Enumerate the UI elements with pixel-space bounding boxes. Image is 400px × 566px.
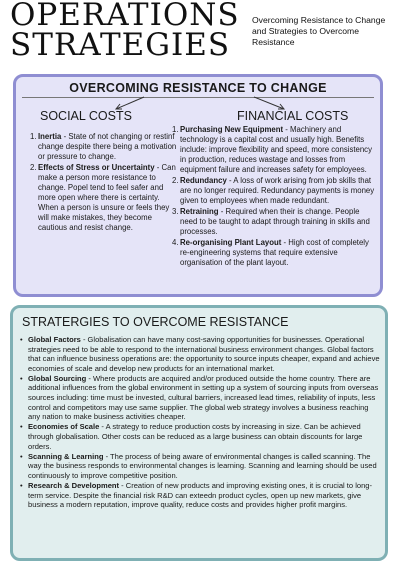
item-number: 2.: [172, 176, 179, 185]
list-item: [20, 374, 380, 422]
strategies-title: STRATERGIES TO OVERCOME RESISTANCE: [22, 315, 289, 329]
item-text: - State of not changing or restinf change despite there being a motivation or pressure to change.: [38, 132, 177, 161]
list-item: [20, 335, 380, 373]
strategies-section: [10, 305, 388, 561]
arrow-right-line: [254, 97, 284, 109]
item-term: Effects of Stress or Uncertainty: [38, 163, 155, 172]
bullet-icon: •: [20, 480, 23, 490]
item-term: Redundancy: [180, 176, 227, 185]
item-term: Global Factors: [28, 335, 81, 344]
list-item: [30, 132, 178, 162]
bullet-icon: •: [20, 373, 23, 383]
item-text: - Required when their is change. People need to be taught to adapt through training in skills and processes.: [180, 207, 370, 236]
list-item: [172, 238, 377, 268]
bullet-icon: •: [20, 451, 23, 461]
page-title: [10, 0, 240, 63]
item-text: - High cost of completely re-engineering systems that require extensive organisation of the plant layout.: [180, 238, 369, 267]
list-item: [172, 125, 377, 175]
item-term: Global Sourcing: [28, 373, 87, 383]
item-number: 1.: [172, 125, 179, 134]
item-text: - A loss of work arising from job skills that are no longer required. Redundancy payments is money given to employees when made redundant.: [180, 176, 375, 205]
page-subtitle: Overcoming Resistance to Change and Strategies to Overcome Resistance: [252, 15, 386, 47]
item-number: 3.: [172, 207, 179, 216]
item-text: - A strategy to reduce production costs by increasing in size. Can be achieved through globalisation. Other costs can be reduced as a large business can obtain discounts for large orders.: [28, 422, 363, 451]
resistance-section: [13, 74, 383, 297]
item-term: Research & Development: [28, 480, 120, 490]
social-costs-heading: SOCIAL COSTS: [40, 109, 132, 123]
item-text: - Machinery and technology is a capital cost and usually high. Benefits include: improve flexibility and speed, more consistency in production, reduces wastage and losses from equipment failure and increases safety for employees.: [180, 125, 372, 174]
title-line-1: OPERATIONS: [10, 0, 240, 33]
strategies-list: [20, 335, 380, 510]
list-item: [20, 452, 380, 481]
title-line-2: STRATEGIES: [10, 27, 231, 63]
resistance-title: OVERCOMING RESISTANCE TO CHANGE: [69, 81, 327, 95]
item-number: 2.: [30, 163, 37, 172]
list-item: [30, 163, 178, 233]
item-text: - Globalisation can have many cost-saving opportunities for businesses. Operational strategies need to be able to respond to the international business environment changes. Global factors that can influence business operations are: the opportunity to source inputs cheaper, expand and achieve economies of scale and develop new products for an international market.: [28, 335, 380, 373]
arrow-left-line: [116, 97, 144, 109]
item-text: - Can make a person more resistance to change. Popel tend to feel safer and more open where there is certainty. When a person is unsure or feels they will make mistakes, they become cautious and resist change.: [38, 163, 176, 232]
item-term: Purchasing New Equipment: [180, 125, 284, 134]
item-text: - Where products are acquired and/or produced outside the home country. There are additional influences from the global environment in setting up a system of sourcing inputs from overseas sources including: time must be invested, cultural barriers, increased lead times, reliability of inputs, less control and competitors may use same supplier. The global web strategy involves a business reaching any nation to make business activities cheaper.: [28, 373, 379, 422]
item-term: Retraining: [180, 207, 219, 216]
item-number: 4.: [172, 238, 179, 247]
bullet-icon: •: [20, 422, 23, 432]
list-item: [20, 422, 380, 451]
item-term: Economies of Scale: [28, 422, 100, 432]
list-item: [172, 176, 377, 206]
item-term: Inertia: [38, 132, 62, 141]
item-text: - The process of being aware of environmental changes is called scanning. The way the business responds to environmental changes is learning. Scanning and learning should be used continuously to improve competitive position.: [28, 451, 377, 480]
item-number: 1.: [30, 132, 37, 141]
social-costs-list: [30, 132, 178, 234]
item-text: - Creation of new products and improving existing ones, it is crucial to long-term service. Despite the financial risk R&D can exteedn product cycles, open up new markets, give business a modern reputation, improve quality, reduce costs and provides higher profit margins.: [28, 480, 372, 510]
financial-costs-heading: FINANCIAL COSTS: [237, 109, 349, 123]
list-item: [172, 207, 377, 237]
list-item: [20, 481, 380, 510]
item-term: Re-organising Plant Layout: [180, 238, 282, 247]
bullet-icon: •: [20, 335, 23, 344]
item-term: Scanning & Learning: [28, 451, 104, 461]
financial-costs-list: [172, 125, 377, 269]
